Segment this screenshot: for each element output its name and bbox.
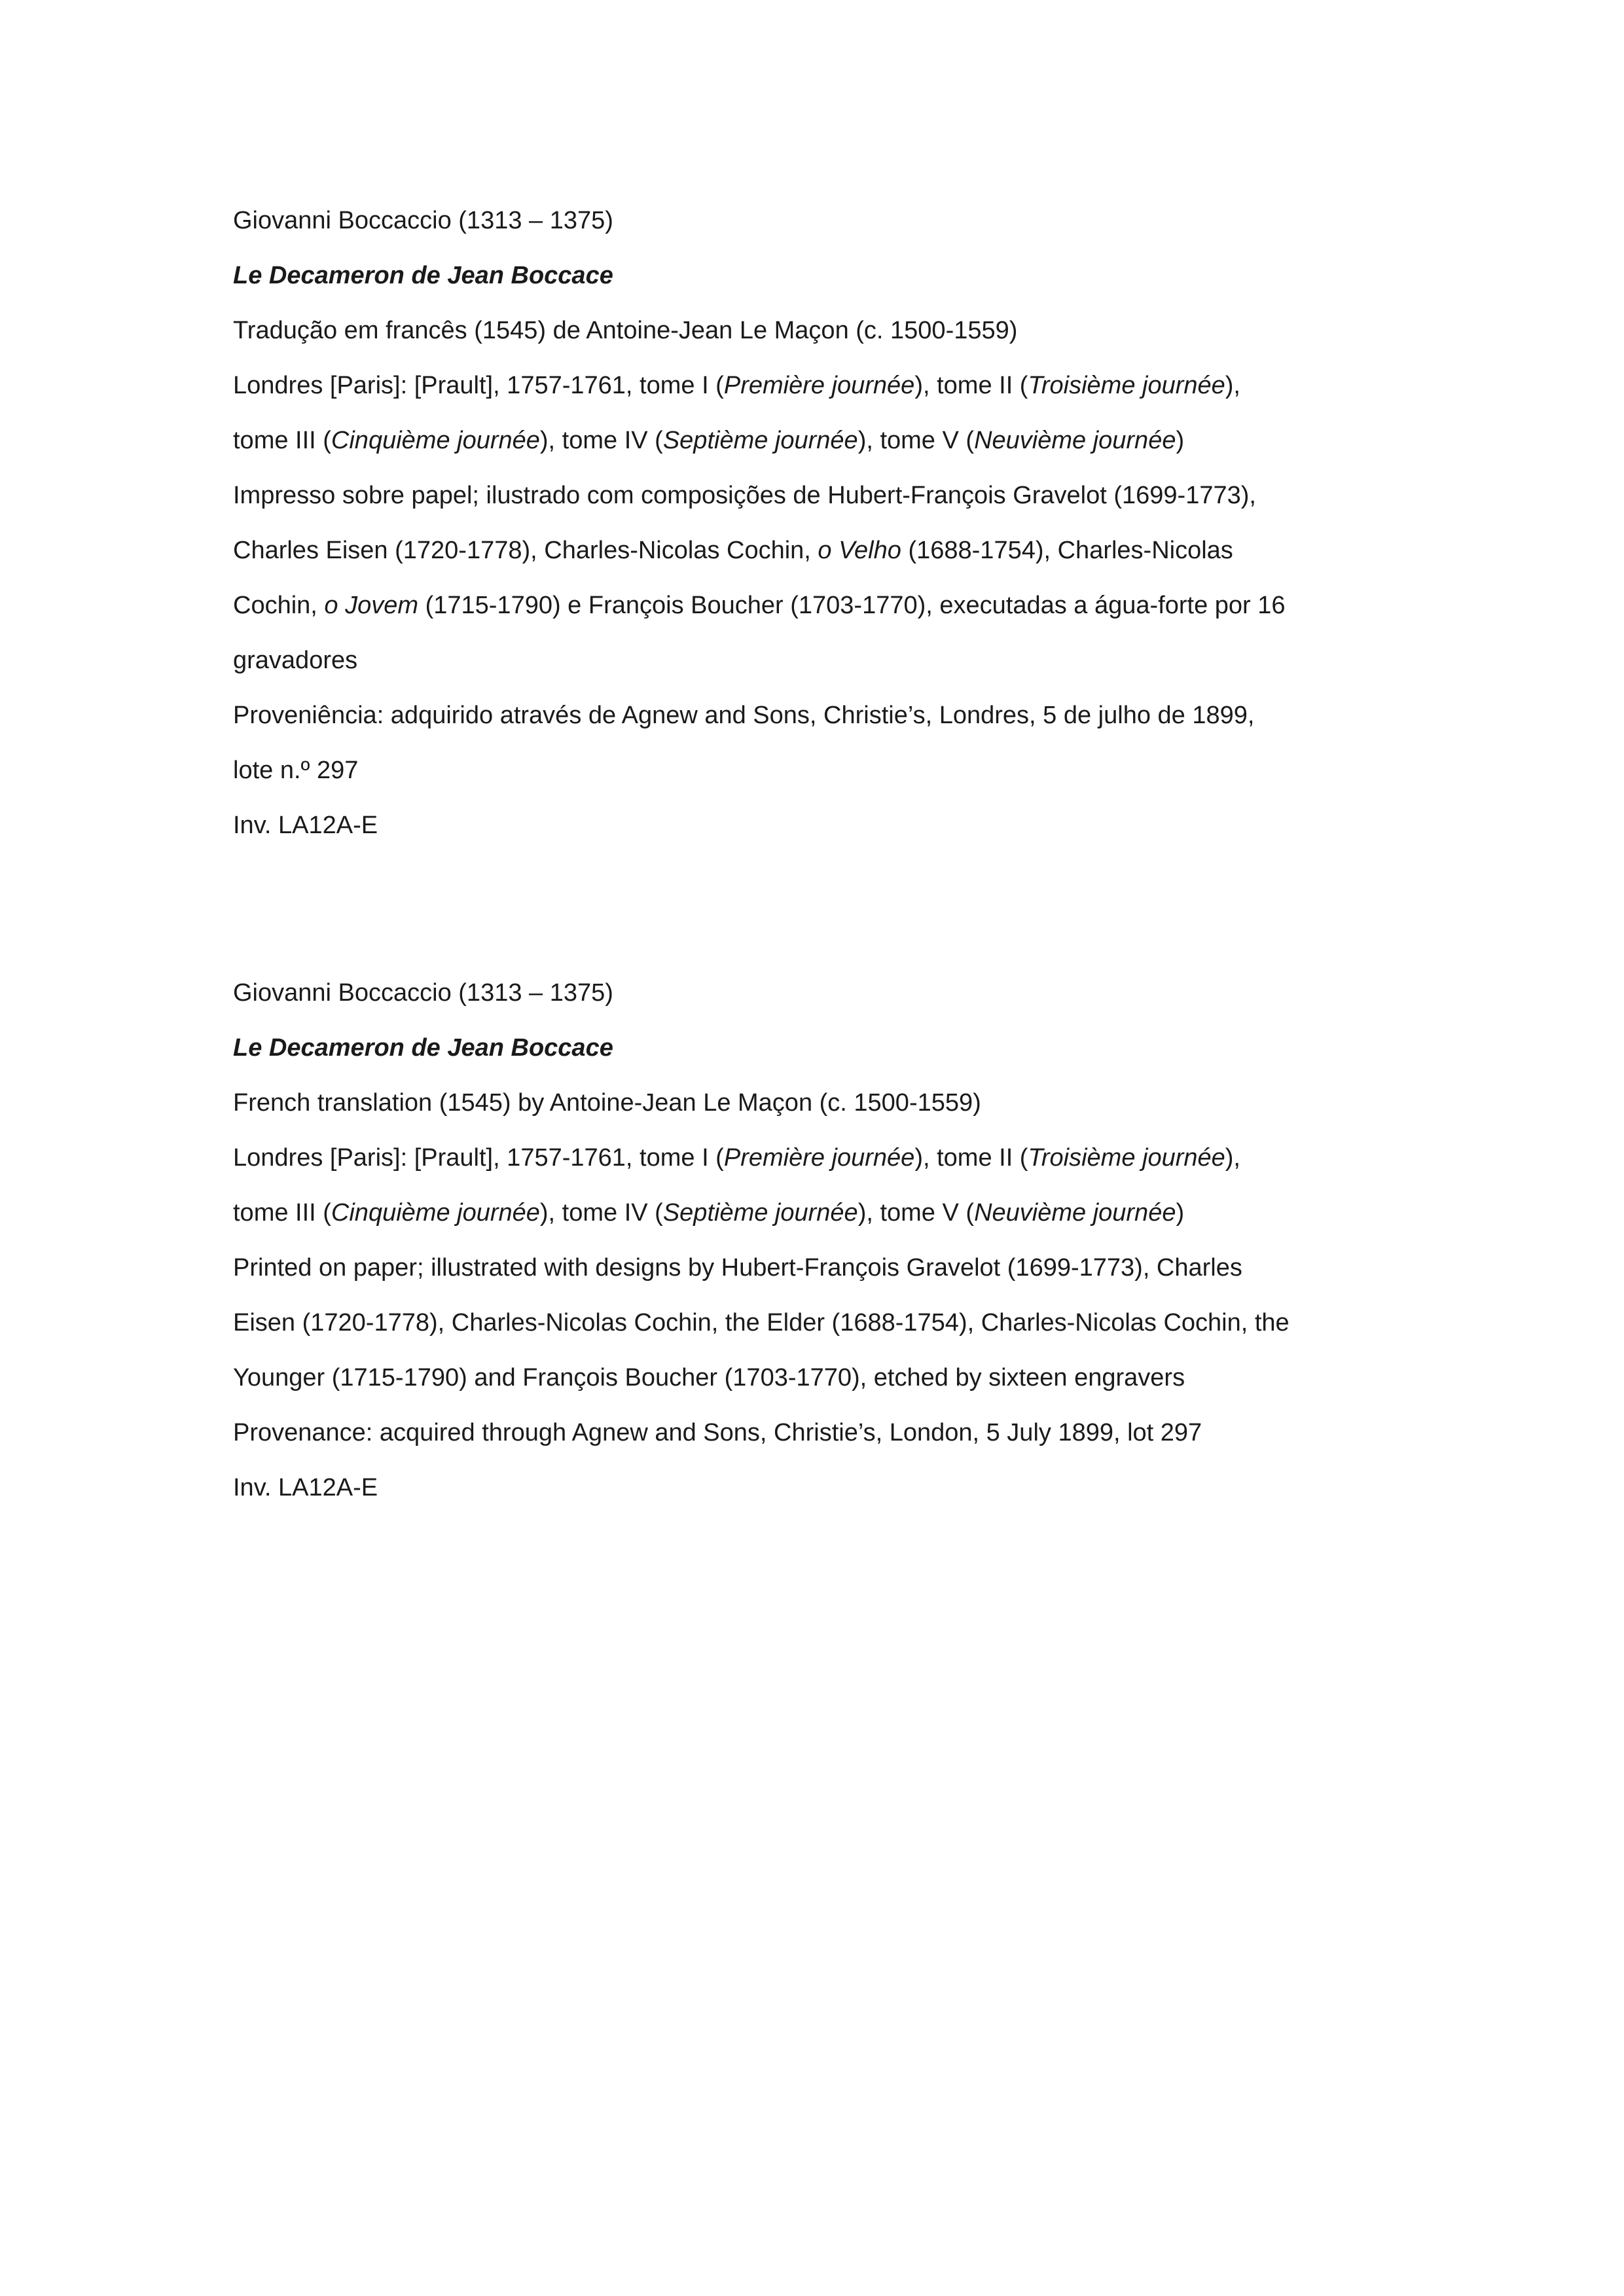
book-title: Le Decameron de Jean Boccace <box>233 1034 613 1062</box>
description-line-2 <box>233 523 1411 578</box>
imprint-text: Londres [Paris]: [Prault], 1757-1761, tome I ( <box>233 1144 724 1172</box>
volume-title: Première journée <box>723 372 915 399</box>
imprint-text: ), <box>1225 1144 1240 1172</box>
epithet: o Velho <box>818 537 901 564</box>
epithet: o Jovem <box>324 592 419 619</box>
imprint-text: ), tome V ( <box>857 427 975 454</box>
imprint-text: ), tome II ( <box>914 1144 1028 1172</box>
imprint-text: tome III ( <box>233 427 331 454</box>
volume-title: Troisième journée <box>1028 1144 1225 1172</box>
volume-title: Cinquième journée <box>331 1199 540 1227</box>
imprint-text: ), tome IV ( <box>539 427 663 454</box>
inventory-number: Inv. LA12A-E <box>233 1474 378 1501</box>
description-line-2: Eisen (1720-1778), Charles-Nicolas Cochin, the Elder (1688-1754), Charles-Nicolas Cochin, the <box>233 1309 1290 1336</box>
description-text: (1688-1754), Charles-Nicolas <box>901 537 1233 564</box>
volume-title: Troisième journée <box>1028 372 1225 399</box>
description-text: (1715-1790) e François Boucher (1703-1770), executadas a água-forte por 16 <box>418 592 1286 619</box>
catalog-entry-portuguese <box>233 193 1411 853</box>
imprint-text: ), tome IV ( <box>539 1199 663 1227</box>
description-line-1: Printed on paper; illustrated with designs by Hubert-François Gravelot (1699-1773), Charles <box>233 1254 1242 1282</box>
imprint-text: ), <box>1225 372 1240 399</box>
imprint-line-1 <box>233 1130 1411 1185</box>
catalog-entry-english <box>233 965 1411 1515</box>
description-line-4: gravadores <box>233 647 358 674</box>
volume-title: Neuvième journée <box>974 1199 1176 1227</box>
volume-title: Neuvième journée <box>974 427 1176 454</box>
imprint-text: Londres [Paris]: [Prault], 1757-1761, tome I ( <box>233 372 724 399</box>
volume-title: Cinquième journée <box>331 427 540 454</box>
description-line-3 <box>233 578 1411 633</box>
imprint-text: tome III ( <box>233 1199 331 1227</box>
description-text: Cochin, <box>233 592 325 619</box>
inventory-number: Inv. LA12A-E <box>233 812 378 839</box>
description-line-3: Younger (1715-1790) and François Boucher (1703-1770), etched by sixteen engravers <box>233 1364 1185 1391</box>
imprint-text: ), tome V ( <box>857 1199 975 1227</box>
imprint-text: ) <box>1176 427 1185 454</box>
volume-title: Septième journée <box>662 427 858 454</box>
book-title: Le Decameron de Jean Boccace <box>233 262 613 289</box>
description-text: Charles Eisen (1720-1778), Charles-Nicolas Cochin, <box>233 537 818 564</box>
imprint-line-1 <box>233 358 1411 413</box>
translation-line: French translation (1545) by Antoine-Jean Le Maçon (c. 1500-1559) <box>233 1089 981 1117</box>
imprint-text: ), tome II ( <box>914 372 1028 399</box>
author-line: Giovanni Boccaccio (1313 – 1375) <box>233 207 613 234</box>
provenance-line-1: Provenance: acquired through Agnew and Sons, Christie’s, London, 5 July 1899, lot 297 <box>233 1419 1202 1446</box>
provenance-line-1: Proveniência: adquirido através de Agnew and Sons, Christie’s, Londres, 5 de julho de 1899, <box>233 702 1255 729</box>
author-line: Giovanni Boccaccio (1313 – 1375) <box>233 979 613 1007</box>
description-line-1: Impresso sobre papel; ilustrado com composições de Hubert-François Gravelot (1699-1773), <box>233 482 1256 509</box>
translation-line: Tradução em francês (1545) de Antoine-Jean Le Maçon (c. 1500-1559) <box>233 317 1018 344</box>
volume-title: Septième journée <box>662 1199 858 1227</box>
volume-title: Première journée <box>723 1144 915 1172</box>
imprint-text: ) <box>1176 1199 1185 1227</box>
provenance-line-2: lote n.º 297 <box>233 757 359 784</box>
imprint-line-2 <box>233 1185 1411 1240</box>
imprint-line-2 <box>233 413 1411 468</box>
